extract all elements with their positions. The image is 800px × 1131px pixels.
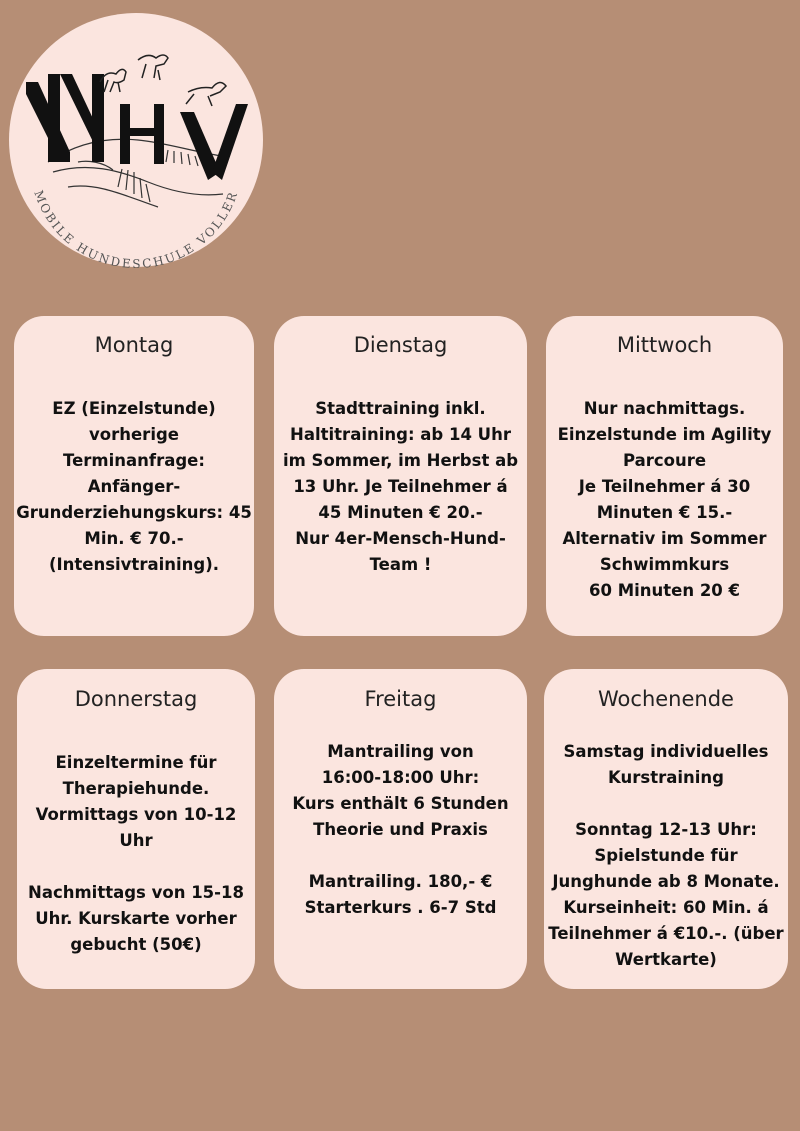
day-text: Stadttraining inkl. Haltitraining: ab 14 Uhr im Sommer, im Herbst ab 13 Uhr. Je Teilnehmer á 45 Minuten € 20.- Nur 4er-Mensch-Hund- Team !	[282, 399, 519, 574]
day-title: Donnerstag	[74, 687, 198, 711]
day-text: Nur nachmittags. Einzelstunde im Agility Parcoure Je Teilnehmer á 30 Minuten € 15.- Alternativ im Sommer Schwimmkurs 60 Minuten 20 €	[557, 399, 772, 600]
day-title: Wochenende	[598, 687, 734, 711]
card-montag	[14, 316, 254, 636]
day-text: Mantrailing von 16:00-18:00 Uhr: Kurs enthält 6 Stunden Theorie und Praxis Mantrailing. 180,- € Starterkurs . 6-7 Std	[292, 742, 509, 917]
logo-ring-text: MOBILE HUNDESCHULE VOLLER	[31, 188, 241, 268]
day-title: Dienstag	[353, 333, 448, 357]
day-text: EZ (Einzelstunde) vorherige Terminanfrage: Anfänger- Grunderziehungskurs: 45 Min. € 70.- (Intensivtraining).	[16, 399, 252, 574]
day-text: Einzeltermine für Therapiehunde. Vormittags von 10-12 Uhr Nachmittags von 15-18 Uhr. Kurskarte vorher gebucht (50€)	[28, 753, 244, 954]
day-title: Montag	[94, 333, 174, 357]
card-donnerstag	[17, 669, 255, 989]
card-mittwoch	[546, 316, 783, 636]
mhv-logo	[8, 12, 264, 268]
card-wochenende	[544, 669, 788, 989]
card-dienstag	[274, 316, 527, 636]
day-title: Mittwoch	[616, 333, 713, 357]
day-title: Freitag	[364, 687, 437, 711]
card-freitag	[274, 669, 527, 989]
day-text: Samstag individuelles Kurstraining Sonntag 12-13 Uhr: Spielstunde für Junghunde ab 8 Monate. Kurseinheit: 60 Min. á Teilnehmer á €10.-. (über Wertkarte)	[548, 742, 784, 969]
